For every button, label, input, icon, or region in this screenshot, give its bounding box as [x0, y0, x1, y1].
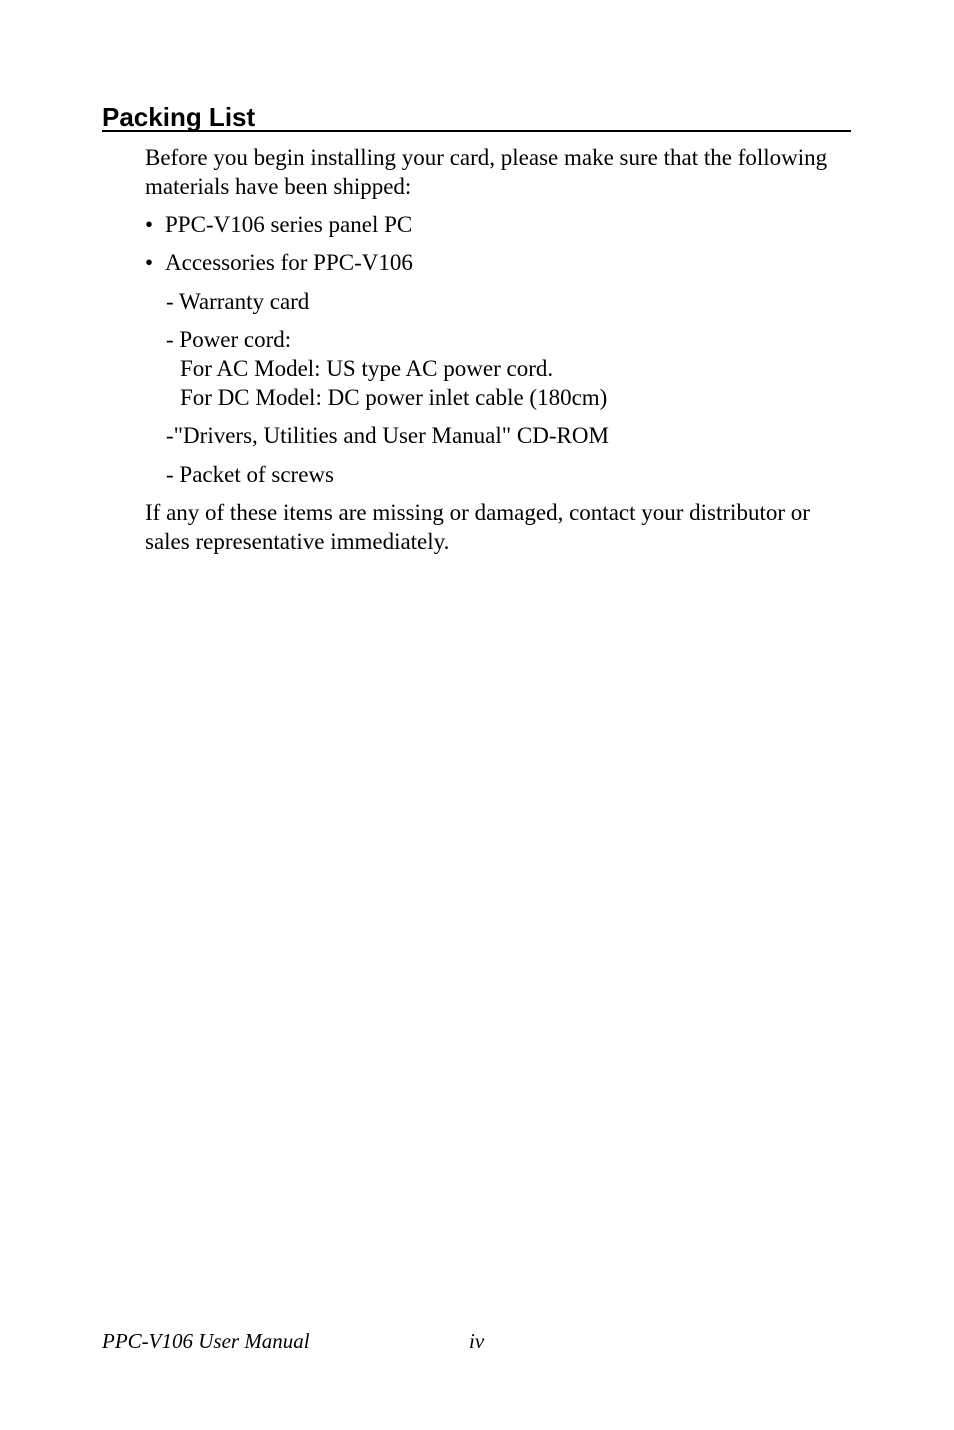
section-title: Packing List: [102, 102, 256, 132]
sub-item-screws: - Packet of screws: [166, 462, 334, 487]
intro-paragraph: [145, 143, 855, 201]
bullet-item-accessories: [145, 248, 413, 277]
sub-item-warranty-card: - Warranty card: [166, 289, 310, 314]
footer-page-number: iv: [469, 1329, 485, 1353]
bullet-label: Accessories for PPC-V106: [165, 250, 413, 275]
bullet-icon: •: [145, 250, 154, 275]
section-heading: [102, 100, 851, 132]
bullet-icon: •: [145, 212, 154, 237]
sub-item-power-cord: - Power cord:: [166, 327, 292, 352]
power-cord-ac-model: For AC Model: US type AC power cord.: [180, 356, 554, 381]
footer-manual-title: PPC-V106 User Manual: [102, 1329, 310, 1353]
sub-item-cdrom: -"Drivers, Utilities and User Manual" CD-ROM: [166, 423, 609, 448]
bullet-item-panel-pc: [145, 210, 412, 239]
closing-paragraph: [145, 498, 855, 556]
bullet-label: PPC-V106 series panel PC: [165, 212, 413, 237]
intro-line-2: materials have been shipped:: [145, 174, 412, 199]
intro-line-1: Before you begin installing your card, please make sure that the following: [145, 145, 828, 170]
power-cord-dc-model: For DC Model: DC power inlet cable (180cm): [180, 385, 608, 410]
closing-line-2: sales representative immediately.: [145, 529, 450, 554]
closing-line-1: If any of these items are missing or damaged, contact your distributor or: [145, 500, 810, 525]
